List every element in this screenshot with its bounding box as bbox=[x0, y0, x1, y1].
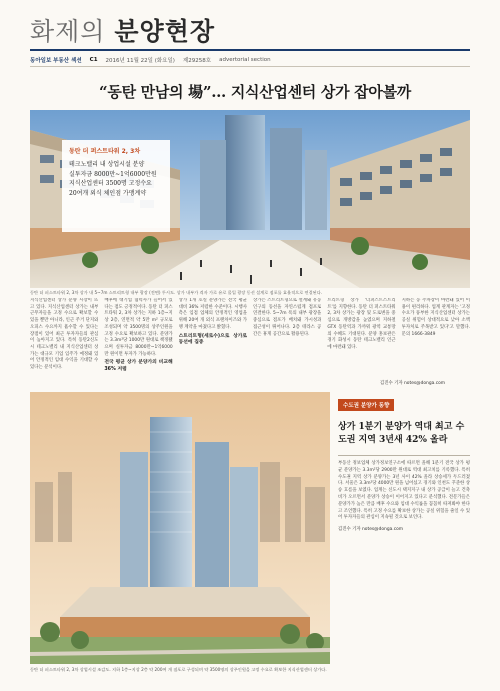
masthead-title-bold: 분양현장 bbox=[114, 17, 216, 46]
body-paragraph: 지식산업센터 상가 분양 시장이 뜨고 있다. 지식산업센터 상가는 내부 근무자들을 고정 수요로 확보할 수 있을 뿐만 아니라, 인근 주거 단지와 오피스 수요까지 흡수할 수 있다는 장점이 있어 최근 투자자들의 관심이 높아지고 있다. 특히 동탄2신도시 테크노밸리 내 지식산업센터 상가는 대규모 기업 입주가 예정돼 있어 안정적인 임대 수익을 기대할 수 있다는 분석이다. bbox=[30, 298, 99, 371]
sidebar-tag: 수도권 분양가 동향 bbox=[338, 399, 394, 411]
body-paragraph: 배후에 대기업 협력사가 들어서 있다는 점도 긍정적이다. 동탄 더 퍼스트타워 2, 3차 상가는 지하 1층~지상 2층, 연면적 약 5만 m² 규모로 조성되며 약 3500명의 상주인원을 고정 수요로 확보하고 있다. 분양가는 3.3m²당 1000만 원대로 책정됐으며 실투자금 8000만~1억6000만 원이면 투자가 가능하다. bbox=[104, 298, 173, 357]
overlay-line: 20여개 외식 체인점 가맹계약 bbox=[69, 189, 147, 197]
article-headline: “동탄 만남의 場”… 지식산업센터 상가 잡아볼까 bbox=[99, 83, 411, 101]
body-column bbox=[327, 298, 395, 386]
body-column bbox=[402, 298, 470, 386]
newspaper-brand: 동아일보 부동산 섹션 bbox=[30, 58, 82, 64]
body-paragraph: 트리트형 상가 '더퍼스트스트리트'를 지향한다. 동탄 더 퍼스트타워 2, 3차 상가는 광장 및 도로변을 중심으로 개방감을 높였으며 지하철 GTX 동탄역과 가까워 광역 교통망의 수혜도 기대된다. 분양 홍보관은 경기 화성시 동탄 테크노밸리 인근에 마련돼 있다. bbox=[327, 298, 396, 350]
body-subheading: 스트리트형(세로수)으로 상가로 동선에 집중 bbox=[178, 333, 247, 346]
article-byline: 김진수 기자 notes@donga.com bbox=[380, 381, 446, 386]
masthead-rule bbox=[30, 49, 470, 51]
body-paragraph: 지하는 동 주차장이 마련돼 있어 이용이 편리하다. 업계 관계자는 '고정 수요가 풍부한 지식산업센터 상가는 공실 위험이 상대적으로 낮아 소액 투자처로 주목받고 있다'고 말했다. 문의 1666-3849 bbox=[401, 298, 470, 337]
overlay-line: 테크노밸리 내 상업시설 분양 bbox=[69, 161, 145, 168]
masthead-divider bbox=[30, 66, 470, 67]
article-body-columns bbox=[30, 298, 470, 386]
body-column bbox=[179, 298, 247, 386]
issue-number: 제29258호 bbox=[182, 58, 212, 64]
hero-overlay-box bbox=[62, 140, 170, 232]
sidebar-byline: 김진수 기자 notes@donga.com bbox=[338, 527, 404, 533]
overlay-line: 지식산업센터 3500명 고정수요 bbox=[69, 180, 152, 187]
body-paragraph: 상가 1개 호실 분양가는 전국 평균 대비 36% 저렴한 수준이다. 시행사 측은 입점 업체의 안정적인 영업을 위해 20여 개 외식 프랜차이즈와 가맹 계약을 마쳤다고 밝혔다. bbox=[178, 298, 247, 330]
sidebar-body: 부동산 정보업체 상가정보연구소에 따르면 올해 1분기 전국 상가 평균 분양가는 3.3m²당 2900만 원대로 역대 최고치를 기록했다. 특히 수도권 지역 상가 분양가는 3년 사이 42% 올라 상승세가 두드러졌다. 서울은 3.3m²당 4000만 원을 넘어섰고 경기와 인천도 꾸준한 상승 흐름을 보였다. 업계는 신도시 택지지구 내 상가 공급이 늘고 건축비가 오르면서 분양가 상승이 이어지고 있다고 분석했다. 전문가들은 분양가가 높은 만큼 배후 수요와 임대 수익률을 꼼꼼히 따져봐야 한다고 조언했다. 특히 고정 수요를 확보한 상가는 공실 위험을 줄일 수 있어 투자자들의 관심이 지속될 것으로 보인다. bbox=[338, 461, 470, 521]
sidebar-rule bbox=[338, 455, 470, 456]
masthead-info-bar bbox=[30, 54, 470, 66]
overlay-line: 실투자금 8000만~1억6000만원 bbox=[69, 170, 157, 178]
sidebar-headline: 상가 1분기 분양가 역대 최고 수도권 지역 3년새 42% 올라 bbox=[338, 422, 465, 445]
hero-caption: 동탄 더 퍼스트타워 2, 3차 상가 내 5~7m 스트리트형 내부 광장 (전면) 투시도. 상가 내부가 격자 가로 유로 몰입 광장 동선 설계로 점포를 효율적으로 연결된다. bbox=[30, 290, 323, 295]
overlay-project-tag: 동탄 더 퍼스트타워 2, 3차 bbox=[69, 148, 141, 155]
body-paragraph: 상가는 스트리트형으로 설계돼 유동인구의 동선을 자연스럽게 점포로 연결한다. 5~7m 폭의 내부 광장을 중심으로 점포가 배치돼 가시성과 접근성이 뛰어나다. 2층 테라스 공간은 휴게 공간으로 활용된다. bbox=[252, 298, 322, 337]
masthead-title-light: 화제의 bbox=[30, 17, 115, 46]
aerial-rendering-image bbox=[30, 392, 330, 664]
section-label: advertorial section bbox=[219, 57, 271, 63]
body-subheading: 전국 평균 상가 분양가의 비교해 36% 저렴 bbox=[104, 360, 173, 373]
issue-date: 2016년 11월 22일 (화요일) bbox=[105, 58, 175, 64]
aerial-caption: 동탄 더 퍼스트타워 2, 3차 상업시설 조감도. 지하 1층~지상 2층 약 200여 개 점포로 구성되며 약 3500명의 상주인원을 고정 수요로 확보한 지식산업센터 상가다. bbox=[30, 667, 327, 672]
body-column bbox=[30, 298, 98, 386]
sidebar-article bbox=[338, 392, 470, 664]
body-column bbox=[104, 298, 172, 386]
page-number: C1 bbox=[89, 57, 98, 63]
body-column bbox=[253, 298, 321, 386]
